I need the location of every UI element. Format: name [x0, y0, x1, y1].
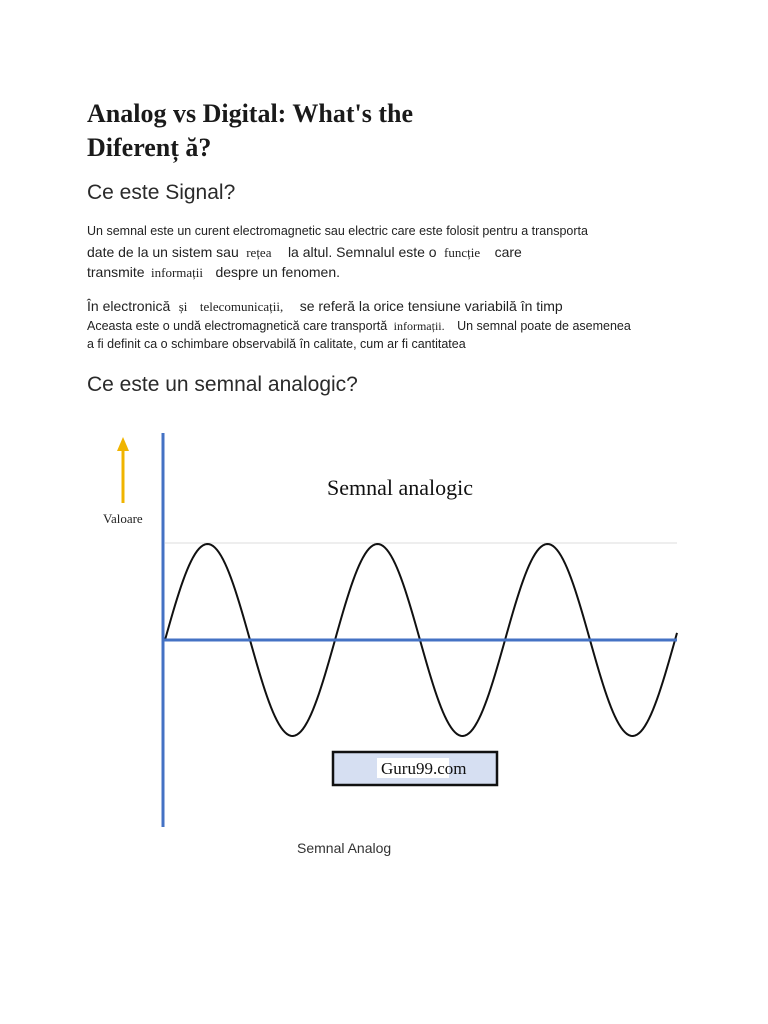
link-informatii-2[interactable]: informații. — [393, 319, 445, 333]
analog-signal-figure — [95, 425, 685, 840]
section-heading-analog: Ce este un semnal analogic? — [87, 373, 358, 396]
link-telecomunicatii[interactable]: telecomunicații, — [199, 299, 284, 314]
text-segment: În electronică — [87, 298, 171, 314]
text-segment: date de la un sistem sau — [87, 244, 239, 260]
link-retea[interactable]: rețea — [246, 245, 272, 260]
text-segment: la altul. Semnalul este o — [287, 244, 437, 260]
text-segment: care — [494, 244, 522, 260]
paragraph-line-4 — [87, 298, 563, 316]
analog-signal-diagram — [95, 425, 685, 835]
watermark-box — [333, 752, 497, 785]
section-heading-signal: Ce este Signal? — [87, 181, 236, 204]
paragraph-line-1: Un semnal este un curent electromagnetic sau electric care este folosit pentru a transporta — [87, 224, 588, 238]
link-functie[interactable]: funcție — [444, 245, 481, 260]
figure-caption: Semnal Analog — [297, 840, 392, 856]
watermark-text: Guru99.com — [381, 759, 467, 778]
paragraph-line-5 — [87, 317, 631, 335]
text-segment: transmite — [87, 264, 145, 280]
paragraph-line-2 — [87, 244, 522, 262]
y-axis-label: Valoare — [103, 511, 143, 526]
text-segment: Aceasta este o undă electromagnetică care transportă — [87, 319, 388, 333]
page-title-line-2: Diferenț ă? — [87, 133, 212, 162]
paragraph-line-6: a fi definit ca o schimbare observabilă în calitate, cum ar fi cantitatea — [87, 337, 466, 351]
text-segment: despre un fenomen. — [215, 264, 341, 280]
text-segment: Un semnal poate de asemenea — [457, 319, 631, 333]
page-title-line-1: Analog vs Digital: What's the — [87, 99, 413, 128]
text-segment: se referă la orice tensiune variabilă în timp — [299, 298, 563, 314]
figure-title: Semnal analogic — [327, 475, 474, 500]
link-informatii[interactable]: informații — [151, 265, 204, 280]
paragraph-line-3 — [87, 264, 340, 282]
up-arrow-icon — [117, 437, 129, 503]
link-si[interactable]: și — [178, 299, 188, 314]
